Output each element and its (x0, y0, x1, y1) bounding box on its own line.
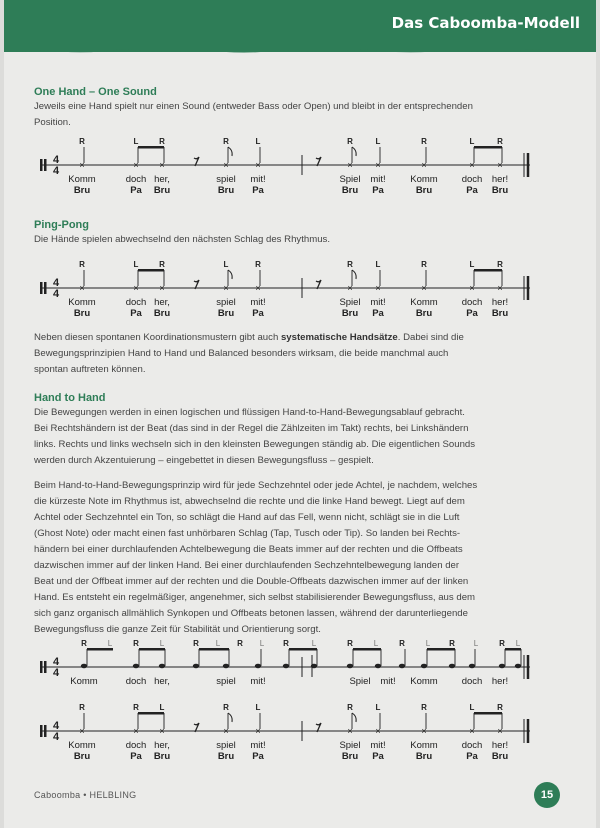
note-head-x: × (497, 726, 503, 736)
text-line: (Ghost Note) oder macht einen fast unhörbaren Schlag (Tap, Tusch oder Tip). So landen bei Rechts- (34, 528, 461, 539)
sound-label: Pa (372, 751, 384, 762)
note-head-x: × (347, 283, 353, 293)
time-signature-bottom: 4 (52, 731, 60, 743)
lyric-syllable: mit! (250, 297, 266, 308)
time-signature-top: 4 (52, 720, 60, 732)
hand-label: R (283, 639, 289, 648)
hand-label: L (473, 639, 479, 648)
note-head (375, 664, 381, 669)
note-head-x: × (421, 726, 427, 736)
hand-label: L (425, 639, 431, 648)
header-brush-edge (4, 44, 596, 58)
note-head-x: × (497, 283, 503, 293)
sound-label: Bru (415, 308, 433, 319)
note-beam (427, 648, 455, 651)
note-head-x: × (223, 726, 229, 736)
note-head (347, 664, 353, 669)
time-signature-bottom: 4 (52, 165, 60, 177)
lyric-syllable: doch (461, 297, 483, 308)
note-beam (138, 146, 164, 149)
lyric-syllable: Komm (68, 740, 96, 751)
section-title-hand-to-hand: Hand to Hand (34, 392, 106, 404)
text-line: Hand. Es entsteht ein regelmäßiger, angenehmer, sich selbst stabilisierender Bewegungsfluss, aus dem (34, 592, 476, 603)
hand-label: R (421, 137, 427, 146)
lyric-syllable: her! (491, 297, 509, 308)
rhythm-staff-svg (32, 636, 532, 698)
hand-label: R (347, 703, 353, 712)
note-head-x: × (255, 160, 261, 170)
note-head-x: × (79, 160, 85, 170)
note-head (449, 664, 455, 669)
time-signature-top: 4 (52, 656, 60, 668)
hand-label: R (497, 137, 503, 146)
text-line: dazwischen immer auf der linken Hand. Bei einer durchlaufenden Sechzehntelbewegung landen der (34, 560, 460, 571)
sound-label: Bru (73, 185, 91, 196)
lyric-syllable: mit! (370, 740, 386, 751)
hand-label: R (159, 137, 165, 146)
note-head-x: × (223, 160, 229, 170)
footer-separator: • (83, 790, 87, 800)
hand-label: R (159, 260, 165, 269)
hand-label: R (193, 639, 199, 648)
note-head-x: × (421, 160, 427, 170)
lyric-syllable: Spiel (339, 740, 361, 751)
hand-label: R (497, 260, 503, 269)
note-head (133, 664, 139, 669)
note-flag (228, 713, 232, 722)
book-page (4, 0, 596, 828)
text-line: Die Hände spielen abwechselnd den nächsten Schlag des Rhythmus. (34, 234, 330, 245)
footer-publisher: HELBLING (89, 790, 137, 800)
hand-label: L (373, 639, 379, 648)
note-head-x: × (133, 283, 139, 293)
hand-label: L (133, 260, 139, 269)
sound-label: Bru (153, 308, 171, 319)
staff-ping-pong (32, 257, 532, 319)
lyric-syllable: her, (154, 297, 170, 308)
hand-label: L (311, 639, 317, 648)
hand-to-hand-paragraph-1 (34, 405, 524, 469)
note-head (469, 664, 475, 669)
lyric-syllable: mit! (380, 676, 396, 687)
lyric-syllable: Spiel (349, 676, 371, 687)
percussion-clef-bar (44, 282, 47, 294)
hand-label: R (255, 260, 261, 269)
hand-label: L (375, 137, 381, 146)
lyric-syllable: her! (491, 740, 509, 751)
note-head-x: × (469, 283, 475, 293)
sound-label: Pa (466, 308, 478, 319)
one-hand-description (34, 99, 524, 131)
sound-label: Pa (130, 185, 142, 196)
note-head-x: × (421, 283, 427, 293)
text-line: spontan auftreten können. (34, 364, 146, 375)
header-title: Das Caboomba-Modell (391, 14, 580, 32)
lyric-syllable: spiel (216, 297, 236, 308)
sound-label: Pa (252, 751, 264, 762)
hand-label: L (159, 639, 165, 648)
text-line: Jeweils eine Hand spielt nur einen Sound (entweder Bass oder Open) und bleibt in der entsprechenden (34, 101, 473, 112)
note-head-x: × (79, 726, 85, 736)
hand-label: L (255, 137, 261, 146)
hand-label: R (79, 703, 85, 712)
hand-label: R (449, 639, 455, 648)
rhythm-staff-svg (32, 257, 532, 319)
note-beam (474, 146, 502, 149)
lyric-syllable: mit! (250, 174, 266, 185)
note-head-x: × (469, 726, 475, 736)
text-run: . Dabei sind die (397, 332, 464, 343)
time-signature-top: 4 (52, 154, 60, 166)
percussion-clef-bar (40, 725, 43, 737)
sound-label: Bru (415, 185, 433, 196)
text-line: Position. (34, 117, 71, 128)
note-head-x: × (79, 283, 85, 293)
staff-hand-to-hand-16ths (32, 636, 532, 698)
lyric-syllable: her, (154, 740, 170, 751)
hand-label: R (79, 137, 85, 146)
note-flag (228, 147, 232, 156)
lyric-syllable: Komm (410, 174, 438, 185)
lyric-syllable: doch (125, 297, 147, 308)
note-beam (474, 269, 502, 272)
text-line: Beat und der Offbeat immer auf der rechten und die Double-Offbeats dazwischen immer auf der linken (34, 576, 469, 587)
ping-pong-description (34, 232, 524, 248)
hand-label: R (81, 639, 87, 648)
note-head-x: × (159, 726, 165, 736)
bold-term: systematische Handsätze (280, 332, 398, 343)
hand-label: L (159, 703, 165, 712)
hand-label: R (421, 703, 427, 712)
lyric-syllable: Komm (70, 676, 98, 687)
sound-label: Bru (153, 751, 171, 762)
hand-label: R (499, 639, 505, 648)
note-head-x: × (375, 283, 381, 293)
text-run: Neben diesen spontanen Koordinationsmustern gibt auch (34, 332, 281, 343)
footer-brand: Caboomba (34, 790, 81, 800)
lyric-syllable: Komm (68, 174, 96, 185)
note-beam (139, 648, 165, 651)
percussion-clef-bar (44, 725, 47, 737)
note-flag (352, 147, 356, 156)
hand-label: L (469, 260, 475, 269)
note-head (283, 664, 289, 669)
text-line: Bewegungsfluss die ganze Zeit für Stabilität und Orientierung sorgt. (34, 624, 321, 635)
note-head-x: × (347, 726, 353, 736)
sound-label: Bru (153, 185, 171, 196)
hand-label: R (347, 260, 353, 269)
sound-label: Bru (415, 751, 433, 762)
hand-label: R (421, 260, 427, 269)
text-line: sich ganz organisch allmählich Synkopen und Offbeats betonen lassen, während der darunterliegende (34, 608, 468, 619)
lyric-syllable: Komm (410, 676, 438, 687)
lyric-syllable: Spiel (339, 297, 361, 308)
text-line: Beim Hand-to-Hand-Bewegungsprinzip wird für jede Sechzehntel oder jede Achtel, je nachdem, welches (34, 480, 478, 491)
sound-label: Pa (466, 185, 478, 196)
percussion-clef-bar (40, 282, 43, 294)
note-flag (352, 270, 356, 279)
hand-label: R (79, 260, 85, 269)
sound-label: Bru (217, 185, 235, 196)
hand-label: L (469, 703, 475, 712)
section-title-one-hand: One Hand – One Sound (34, 86, 157, 98)
footer (34, 790, 136, 800)
text-line: links. Rechts und links wechseln sich in den kleinsten Bewegungen ständig ab. Die eigentlichen Sounds (34, 439, 476, 450)
note-head (515, 664, 521, 669)
sound-label: Bru (491, 308, 509, 319)
hand-label: L (375, 703, 381, 712)
lyric-syllable: mit! (250, 676, 266, 687)
note-head-x: × (255, 726, 261, 736)
note-beam (353, 648, 381, 651)
rhythm-staff-svg (32, 134, 532, 196)
time-signature-top: 4 (52, 277, 60, 289)
text-line: händern bei einer durchlaufenden Achtelbewegung die Beats immer auf der rechten und die Offbeats (34, 544, 463, 555)
lyric-syllable: her! (491, 676, 509, 687)
lyric-syllable: doch (125, 174, 147, 185)
note-beam (87, 648, 113, 651)
note-head (255, 664, 261, 669)
note-head (421, 664, 427, 669)
note-head (193, 664, 199, 669)
note-head-x: × (159, 283, 165, 293)
note-flag (228, 270, 232, 279)
note-beam (289, 648, 317, 651)
hand-label: L (469, 137, 475, 146)
percussion-clef-bar (40, 661, 43, 673)
note-head-x: × (469, 160, 475, 170)
sound-label: Pa (372, 185, 384, 196)
lyric-syllable: doch (461, 740, 483, 751)
time-signature-bottom: 4 (52, 667, 60, 679)
sound-label: Pa (130, 308, 142, 319)
note-head (499, 664, 505, 669)
sound-label: Pa (466, 751, 478, 762)
text-line (34, 330, 524, 346)
hand-label: R (399, 639, 405, 648)
note-beam (505, 648, 521, 651)
note-head (81, 664, 87, 669)
hand-label: L (255, 703, 261, 712)
hand-label: L (215, 639, 221, 648)
note-beam (138, 269, 164, 272)
lyric-syllable: her, (154, 174, 170, 185)
hand-label: R (133, 639, 139, 648)
hand-label: L (107, 639, 113, 648)
hand-label: L (515, 639, 521, 648)
lyric-syllable: Komm (68, 297, 96, 308)
note-head-x: × (347, 160, 353, 170)
staff-one-hand (32, 134, 532, 196)
hand-label: L (375, 260, 381, 269)
hand-label: L (223, 260, 229, 269)
note-head (223, 664, 229, 669)
lyric-syllable: mit! (250, 740, 266, 751)
note-beam (474, 712, 502, 715)
lyric-syllable: her! (491, 174, 509, 185)
sound-label: Bru (341, 751, 359, 762)
note-head-x: × (375, 160, 381, 170)
sound-label: Bru (341, 185, 359, 196)
sound-label: Pa (252, 308, 264, 319)
note-head-x: × (133, 160, 139, 170)
note-head-x: × (497, 160, 503, 170)
hand-label: L (259, 639, 265, 648)
lyric-syllable: Komm (410, 740, 438, 751)
rhythm-staff-svg (32, 700, 532, 762)
sound-label: Bru (491, 751, 509, 762)
lyric-syllable: her, (154, 676, 170, 687)
lyric-syllable: mit! (370, 297, 386, 308)
note-head-x: × (375, 726, 381, 736)
note-flag (352, 713, 356, 722)
sound-label: Bru (73, 751, 91, 762)
hand-label: R (223, 703, 229, 712)
hand-to-hand-paragraph-2 (34, 478, 524, 638)
hand-label: R (347, 639, 353, 648)
text-line: Bei Rechtshändern ist der Beat (das sind in der Regel die Zählzeiten im Takt) rechts, bei Linkshändern (34, 423, 469, 434)
text-line: Bewegungsprinzipien Hand to Hand und Balanced besonders wirksam, die beide manchmal auch (34, 348, 449, 359)
text-line: die kürzeste Note im Rhythmus ist, abwechselnd die rechte und die linke Hand bewegt. Liegt auf dem (34, 496, 465, 507)
hand-label: R (237, 639, 243, 648)
sound-label: Bru (341, 308, 359, 319)
hand-label: R (133, 703, 139, 712)
percussion-clef-bar (44, 159, 47, 171)
note-head (159, 664, 165, 669)
lyric-syllable: doch (125, 740, 147, 751)
sound-label: Pa (372, 308, 384, 319)
note-head-x: × (133, 726, 139, 736)
lyric-syllable: spiel (216, 740, 236, 751)
hand-label: L (133, 137, 139, 146)
lyric-syllable: spiel (216, 174, 236, 185)
note-beam (199, 648, 229, 651)
lyric-syllable: doch (461, 174, 483, 185)
hand-label: R (347, 137, 353, 146)
note-beam (138, 712, 164, 715)
note-head-x: × (223, 283, 229, 293)
sound-label: Pa (130, 751, 142, 762)
sound-label: Bru (491, 185, 509, 196)
sound-label: Pa (252, 185, 264, 196)
staff-hand-to-hand-8ths (32, 700, 532, 762)
sound-label: Bru (73, 308, 91, 319)
lyric-syllable: doch (125, 676, 147, 687)
note-head (399, 664, 405, 669)
hand-label: R (497, 703, 503, 712)
note-head-x: × (255, 283, 261, 293)
page-number-badge: 15 (534, 782, 560, 808)
transition-paragraph (34, 330, 524, 378)
section-title-ping-pong: Ping-Pong (34, 219, 89, 231)
percussion-clef-bar (40, 159, 43, 171)
text-line: werden durch Akzentuierung – eingebettet in diesen Bewegungsfluss – gespielt. (34, 455, 374, 466)
lyric-syllable: Spiel (339, 174, 361, 185)
note-head-x: × (159, 160, 165, 170)
text-line: Die Bewegungen werden in einen logischen und flüssigen Hand-to-Hand-Bewegungsablauf gebracht. (34, 407, 465, 418)
lyric-syllable: Komm (410, 297, 438, 308)
hand-label: R (223, 137, 229, 146)
sound-label: Bru (217, 751, 235, 762)
lyric-syllable: doch (461, 676, 483, 687)
lyric-syllable: mit! (370, 174, 386, 185)
lyric-syllable: spiel (216, 676, 236, 687)
time-signature-bottom: 4 (52, 288, 60, 300)
percussion-clef-bar (44, 661, 47, 673)
sound-label: Bru (217, 308, 235, 319)
text-line: Achtel oder Sechzehntel ein Ton, so schlägt die Hand auf das Fell, wenn nicht, schlägt sie in die Luft (34, 512, 460, 523)
